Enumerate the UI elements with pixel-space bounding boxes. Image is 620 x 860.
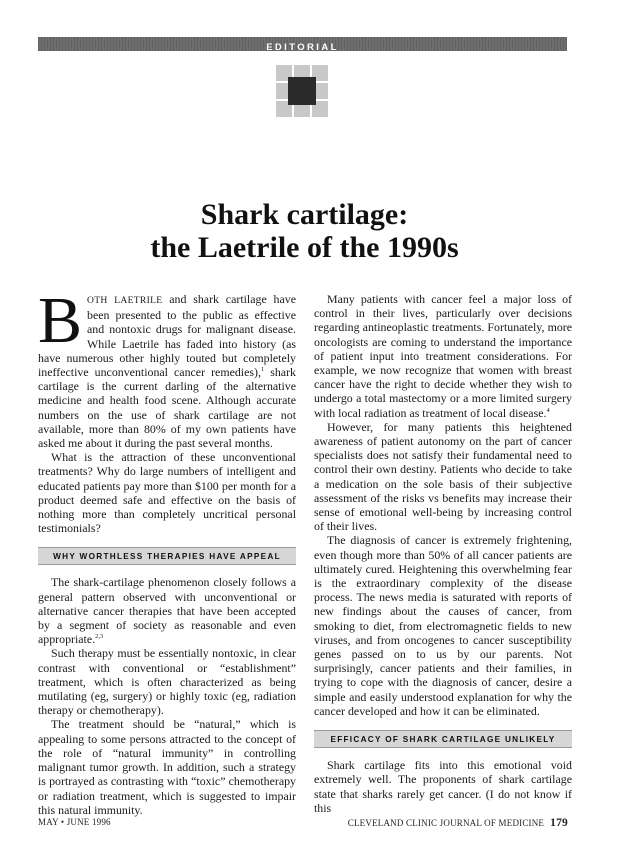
right-paragraph-1: Many patients with cancer feel a major loss of control in their lives, particularly over decisions regarding antineoplastic treatments. Fortunately, more oncologists are coming to understand the importance of patient input into treatment considerations. For example, we now recognize that women with breast cancer have the right to decide whether they wish to undergo a total mastectomy or a more limited surgery with local radiation as treatment of local disease.$^4$ xyxy=(314,292,572,420)
citation: 4 xyxy=(546,406,550,414)
left-paragraph-3: The shark-cartilage phenomenon closely follows a general pattern observed with unconventional or alternative cancer therapies that have been accepted by a segment of society as reasonable and even appropriate.$^{2,3}$ xyxy=(38,575,296,647)
left-paragraph-1: BOTH LAETRILE and shark cartilage have been presented to the public as effective and nontoxic drugs for malignant disease. While Laetrile has faded into history (as have numerous other highly touted but completely ineffective unconventional cancer remedies),$^1$ shark cartilage is the current darling of the alternative medicine and health food scene. Although accurate numbers on the use of shark cartilage are not available, more than 80% of my own patients have asked me about it during the past several months. xyxy=(38,284,296,451)
title-line-2: the Laetrile of the 1990s xyxy=(150,231,459,264)
editorial-logo-icon xyxy=(274,63,330,119)
right-paragraph-2: However, for many patients this heightened awareness of patient autonomy on the part of cancer specialists does not satisfy their fundamental need to control their own destiny. Patients who decide to take a medication on the sole basis of their subjective assessment of the risks vs benefits may increase their sense of emotional well-being by increasing control of their lives. xyxy=(314,419,572,534)
footer-date: MAY • JUNE 1996 xyxy=(38,817,111,827)
section-heading-2-label: EFFICACY OF SHARK CARTILAGE UNLIKELY xyxy=(330,735,556,745)
left-paragraph-2: What is the attraction of these unconventional treatments? Why do large numbers of intelligent and educated patients pay more than $100 per month for a product deemed safe and effective on the basis of nothing more than completely uncritical personal testimonials? xyxy=(38,450,296,536)
section-heading-1 xyxy=(38,547,296,565)
article-title xyxy=(40,198,569,264)
banner-label: EDITORIAL xyxy=(266,42,339,53)
citation: 1 xyxy=(260,366,265,374)
left-paragraph-5: The treatment should be “natural,” which is appealing to some persons attracted to the concept of the role of “natural immunity” in controlling malignant tumor growth. In addition, such a strategy is portrayed as contrasting with “toxic” chemotherapy or radiation treatment, which is suggested to impair this natural immunity. xyxy=(38,717,296,817)
left-column xyxy=(38,284,296,817)
page-number: 179 xyxy=(550,817,568,829)
right-column xyxy=(314,292,572,815)
editorial-banner xyxy=(38,37,567,51)
section-heading-1-label: WHY WORTHLESS THERAPIES HAVE APPEAL xyxy=(53,552,281,562)
citation: 2,3 xyxy=(95,633,104,641)
left-paragraph-4: Such therapy must be essentially nontoxic, in clear contrast with conventional or “establishment” treatment, which is often characterized as being mutilating (eg, surgery) or highly toxic (eg, radiation therapy or chemotherapy). xyxy=(38,646,296,718)
section-heading-2 xyxy=(314,730,572,748)
lead-in: OTH LAETRILE xyxy=(87,295,163,306)
title-line-1: Shark cartilage: xyxy=(200,198,409,231)
right-paragraph-3: The diagnosis of cancer is extremely frightening, even though more than 50% of all cancer patients are ultimately cured. Heightening this overwhelming fear is the extraordinary complexity of the disease process. The news media is saturated with reports of new findings about the causes of cancer, from smoking to diet, from electromagnetic fields to new viruses, and from oncogenes to cancer susceptibility genes passed on to us by our parents. Not surprisingly, cancer patients and their families, in trying to cope with the diagnosis of cancer, desire a simple and easily understood explanation for why the cancer developed and how it can be eliminated. xyxy=(314,533,572,718)
footer-journal xyxy=(348,817,568,829)
right-paragraph-4: Shark cartilage fits into this emotional void extremely well. The proponents of shark cartilage state that sharks rarely get cancer. (I do not know if this xyxy=(314,758,572,815)
journal-name: CLEVELAND CLINIC JOURNAL OF MEDICINE xyxy=(347,818,545,828)
drop-cap: B xyxy=(38,284,83,357)
